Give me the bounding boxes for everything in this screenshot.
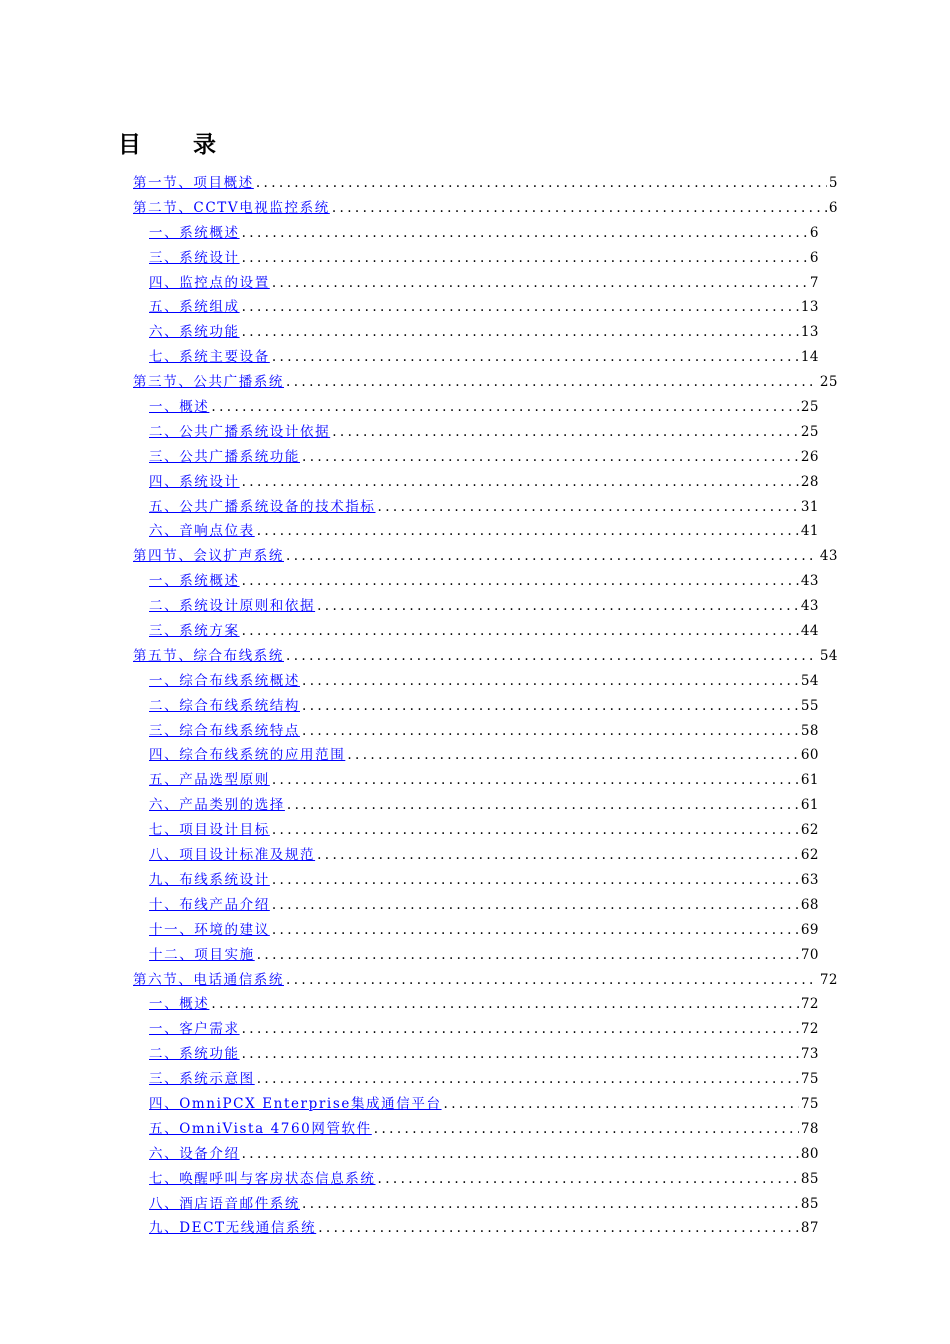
toc-entry-link[interactable]: 三、系统方案 [149,623,240,640]
toc-entry-link[interactable]: 一、系统概述 [149,573,240,590]
toc-page-number: 55 [800,697,819,714]
toc-entry-link[interactable]: 三、综合布线系统特点 [149,722,300,739]
toc-subsection-entry[interactable] [149,1142,819,1167]
toc-subsection-entry[interactable] [149,1017,819,1042]
toc-page-number: 85 [800,1195,819,1212]
toc-entry-link[interactable]: 十、布线产品介绍 [149,896,270,913]
toc-page-number: 75 [800,1071,819,1088]
toc-entry-link[interactable]: 七、系统主要设备 [149,349,270,366]
toc-subsection-entry[interactable] [149,569,819,594]
toc-page-number: 43 [800,598,819,615]
toc-subsection-entry[interactable] [149,519,819,544]
toc-page-number: 73 [800,1046,819,1063]
toc-entry-link[interactable]: 六、产品类别的选择 [149,797,285,814]
toc-page-number: 6 [828,199,838,216]
toc-section-entry[interactable] [133,370,838,395]
toc-subsection-entry[interactable] [149,345,819,370]
toc-dot-leader [272,271,808,296]
toc-page-number: 72 [800,996,819,1013]
toc-dot-leader [286,370,818,395]
toc-subsection-entry[interactable] [149,669,819,694]
table-of-contents [0,171,950,1241]
toc-entry-link[interactable]: 六、音响点位表 [149,523,255,540]
toc-entry-link[interactable]: 第二节、CCTV电视监控系统 [133,199,330,216]
toc-subsection-entry[interactable] [149,1092,819,1117]
toc-subsection-entry[interactable] [149,271,819,296]
toc-dot-leader [242,569,799,594]
toc-entry-link[interactable]: 七、唤醒呼叫与客房状态信息系统 [149,1170,376,1187]
toc-page-number: 31 [800,498,819,515]
toc-dot-leader [257,1067,799,1092]
toc-dot-leader [378,1167,799,1192]
toc-dot-leader [242,619,799,644]
toc-dot-leader [302,719,799,744]
toc-dot-leader [302,669,799,694]
toc-dot-leader [286,544,818,569]
toc-entry-link[interactable]: 五、公共广播系统设备的技术指标 [149,498,376,515]
toc-page-number: 60 [800,747,819,764]
toc-dot-leader [211,395,798,420]
toc-page-number: 7 [809,274,819,291]
toc-entry-link[interactable]: 第三节、公共广播系统 [133,374,284,391]
toc-subsection-entry[interactable] [149,246,819,271]
toc-entry-link[interactable]: 三、系统示意图 [149,1071,255,1088]
toc-dot-leader [211,992,798,1017]
toc-dot-leader [242,1017,799,1042]
toc-entry-link[interactable]: 一、综合布线系统概述 [149,672,300,689]
toc-section-entry[interactable] [133,644,838,669]
toc-entry-link[interactable]: 第六节、电话通信系统 [133,971,284,988]
toc-entry-link[interactable]: 三、公共广播系统功能 [149,448,300,465]
toc-page-number: 44 [800,623,819,640]
toc-page-number: 14 [800,349,819,366]
toc-entry-link[interactable]: 六、系统功能 [149,324,240,341]
toc-entry-link[interactable]: 四、系统设计 [149,473,240,490]
toc-page-number: 61 [800,772,819,789]
toc-subsection-entry[interactable] [149,320,819,345]
toc-page-number: 25 [800,399,819,416]
toc-page-number: 43 [819,548,838,565]
toc-section-entry[interactable] [133,968,838,993]
toc-entry-link[interactable]: 五、系统组成 [149,299,240,316]
toc-page-number: 69 [800,921,819,938]
toc-subsection-entry[interactable] [149,943,819,968]
toc-dot-leader [317,843,799,868]
toc-entry-link[interactable]: 一、系统概述 [149,224,240,241]
toc-dot-leader [272,868,799,893]
toc-subsection-entry[interactable] [149,743,819,768]
toc-dot-leader [444,1092,799,1117]
toc-entry-link[interactable]: 六、设备介绍 [149,1145,240,1162]
toc-entry-link[interactable]: 十一、环境的建议 [149,921,270,938]
toc-page-number: 72 [800,1021,819,1038]
toc-dot-leader [302,694,799,719]
toc-subsection-entry[interactable] [149,395,819,420]
toc-entry-link[interactable]: 一、概述 [149,996,210,1013]
toc-entry-link[interactable]: 二、系统功能 [149,1046,240,1063]
toc-entry-link[interactable]: 七、项目设计目标 [149,822,270,839]
toc-entry-link[interactable]: 二、公共广播系统设计依据 [149,423,331,440]
toc-dot-leader [272,818,799,843]
toc-entry-link[interactable]: 四、OmniPCX Enterprise集成通信平台 [149,1095,442,1112]
toc-entry-link[interactable]: 二、综合布线系统结构 [149,697,300,714]
toc-page-number: 70 [800,946,819,963]
toc-subsection-entry[interactable] [149,843,819,868]
toc-subsection-entry[interactable] [149,768,819,793]
toc-page-number: 85 [800,1170,819,1187]
toc-dot-leader [257,943,799,968]
toc-subsection-entry[interactable] [149,295,819,320]
toc-subsection-entry[interactable] [149,719,819,744]
toc-entry-link[interactable]: 五、OmniVista 4760网管软件 [149,1120,372,1137]
toc-page-number: 87 [800,1220,819,1237]
toc-dot-leader [272,918,799,943]
toc-page-number: 63 [800,871,819,888]
toc-page-number: 6 [809,224,819,241]
toc-page-number: 68 [800,896,819,913]
toc-page-number: 43 [800,573,819,590]
toc-dot-leader [256,171,827,196]
toc-dot-leader [242,320,799,345]
toc-section-entry[interactable] [133,171,838,196]
toc-entry-link[interactable]: 八、项目设计标准及规范 [149,847,316,864]
toc-page-number: 25 [800,423,819,440]
toc-dot-leader [272,345,799,370]
toc-page-number: 58 [800,722,819,739]
toc-section-entry[interactable] [133,196,838,221]
toc-entry-link[interactable]: 九、布线系统设计 [149,871,270,888]
toc-page-number: 80 [800,1145,819,1162]
toc-page-number: 41 [800,523,819,540]
toc-page-number: 54 [800,672,819,689]
toc-subsection-entry[interactable] [149,1167,819,1192]
toc-entry-link[interactable]: 三、系统设计 [149,249,240,266]
toc-subsection-entry[interactable] [149,694,819,719]
toc-entry-link[interactable]: 第五节、综合布线系统 [133,647,284,664]
toc-subsection-entry[interactable] [149,1067,819,1092]
toc-section-entry[interactable] [133,544,838,569]
toc-entry-link[interactable]: 八、酒店语音邮件系统 [149,1195,300,1212]
toc-subsection-entry[interactable] [149,1192,819,1217]
toc-subsection-entry[interactable] [149,221,819,246]
toc-subsection-entry[interactable] [149,893,819,918]
toc-page-number: 62 [800,847,819,864]
toc-dot-leader [272,893,799,918]
toc-entry-link[interactable]: 十二、项目实施 [149,946,255,963]
toc-subsection-entry[interactable] [149,470,819,495]
toc-subsection-entry[interactable] [149,420,819,445]
toc-subsection-entry[interactable] [149,594,819,619]
toc-dot-leader [286,644,818,669]
toc-page-number: 28 [800,473,819,490]
toc-dot-leader [302,445,799,470]
toc-subsection-entry[interactable] [149,445,819,470]
toc-dot-leader [374,1117,799,1142]
toc-entry-link[interactable]: 一、客户需求 [149,1021,240,1038]
toc-dot-leader [242,1142,799,1167]
toc-dot-leader [317,594,799,619]
toc-subsection-entry[interactable] [149,793,819,818]
toc-dot-leader [242,1042,799,1067]
toc-entry-link[interactable]: 四、监控点的设置 [149,274,270,291]
toc-entry-link[interactable]: 九、DECT无线通信系统 [149,1220,317,1237]
toc-page-number: 54 [819,647,838,664]
toc-dot-leader [257,519,799,544]
toc-entry-link[interactable]: 第一节、项目概述 [133,175,254,191]
toc-page-number: 75 [800,1095,819,1112]
toc-dot-leader [242,295,799,320]
page-title: 目 录 [118,132,239,158]
toc-dot-leader [302,1192,799,1217]
toc-entry-link[interactable]: 二、系统设计原则和依据 [149,598,316,615]
toc-subsection-entry[interactable] [149,992,819,1017]
toc-dot-leader [378,495,799,520]
toc-subsection-entry[interactable] [149,918,819,943]
toc-page-number: 78 [800,1120,819,1137]
toc-entry-link[interactable]: 五、产品选型原则 [149,772,270,789]
toc-subsection-entry[interactable] [149,495,819,520]
toc-entry-link[interactable]: 四、综合布线系统的应用范围 [149,747,346,764]
toc-dot-leader [287,793,799,818]
toc-subsection-entry[interactable] [149,868,819,893]
toc-page-number: 62 [800,822,819,839]
toc-page-number: 72 [819,971,838,988]
toc-dot-leader [242,470,799,495]
toc-page-number: 26 [800,448,819,465]
toc-dot-leader [332,196,827,221]
toc-subsection-entry[interactable] [149,619,819,644]
toc-page-number: 25 [819,374,838,391]
toc-page-number: 13 [800,324,819,341]
toc-dot-leader [347,743,799,768]
toc-subsection-entry[interactable] [149,818,819,843]
toc-dot-leader [242,246,808,271]
toc-entry-link[interactable]: 第四节、会议扩声系统 [133,548,284,565]
toc-page-number: 6 [809,249,819,266]
toc-subsection-entry[interactable] [149,1042,819,1067]
toc-dot-leader [332,420,799,445]
toc-page-number: 13 [800,299,819,316]
toc-page-number: 61 [800,797,819,814]
toc-dot-leader [286,968,818,993]
toc-dot-leader [318,1216,799,1241]
toc-dot-leader [272,768,799,793]
toc-dot-leader [242,221,808,246]
toc-subsection-entry[interactable] [149,1216,819,1241]
toc-entry-link[interactable]: 一、概述 [149,399,210,416]
toc-subsection-entry[interactable] [149,1117,819,1142]
toc-page-number: 5 [828,175,838,191]
